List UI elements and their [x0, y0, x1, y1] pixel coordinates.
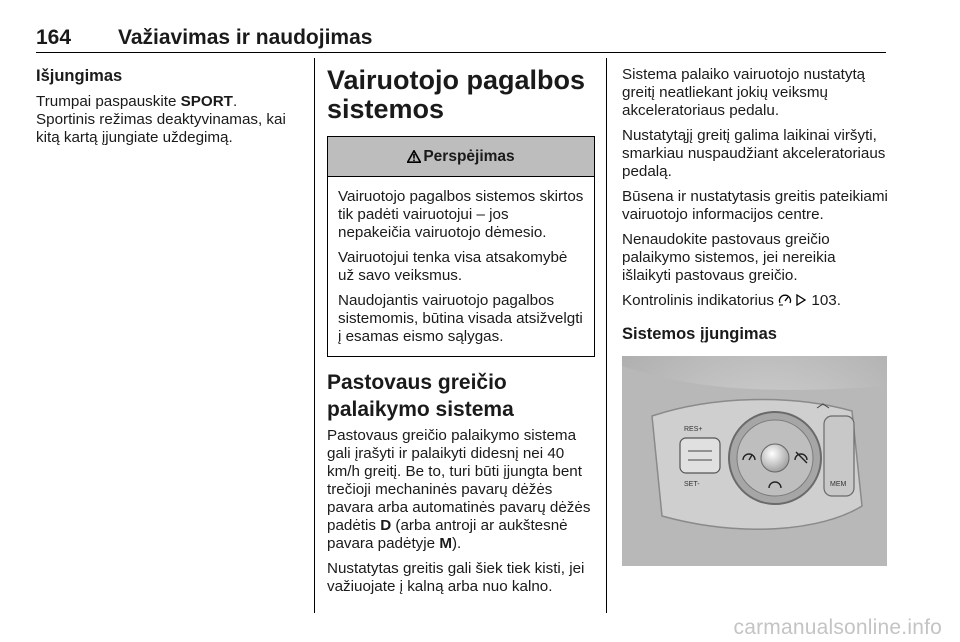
main-heading: Vairuotojo pagalbos sistemos — [327, 65, 586, 124]
text: ). — [451, 535, 462, 552]
paragraph: Nustatytas greitis gali šiek tiek kisti, jei važiuojate į kalną arba nuo kalno. — [327, 560, 585, 595]
column-left — [36, 66, 302, 154]
warning-title: Perspėjimas — [423, 147, 515, 165]
section-heading-cruise: Pastovaus greičio palaikymo sistema — [327, 371, 514, 421]
text: Pastovaus greičio palaikymo sistema gali įrašyti ir palaikyti didesnį nei 40 km/h greitį. Be to, turi būti įjungta bent trečioji mechaninės pavarų dėžės pavara arba automatinės pavarų dėžės padėtis — [327, 427, 591, 534]
warning-paragraph: Vairuotojui tenka visa atsakomybė už savo veiksmus. — [338, 249, 568, 284]
indicator-reference — [622, 292, 888, 310]
text: Trumpai paspauskite — [36, 93, 181, 110]
steering-wheel-controls-image — [622, 356, 887, 566]
warning-triangle-icon — [407, 150, 421, 163]
column-middle — [327, 66, 595, 603]
page-number: 164 — [36, 26, 72, 49]
paragraph: Būsena ir nustatytasis greitis pateikiami vairuotojo informacijos centre. — [622, 188, 888, 223]
paragraph: Nenaudokite pastovaus greičio palaikymo sistemos, jei nereikia išlaikyti pastovaus greičio. — [622, 231, 836, 284]
mem-label: MEM — [830, 481, 847, 488]
column-right — [622, 66, 888, 566]
warning-paragraph: Vairuotojo pagalbos sistemos skirtos tik padėti vairuotojui – jos nepakeičia vairuotojo dėmesio. — [338, 188, 584, 241]
warning-box — [327, 136, 595, 357]
warning-paragraph: Naudojantis vairuotojo pagalbos sistemomis, būtina visada atsižvelgti į esamas eismo sąlygas. — [338, 292, 583, 345]
warning-header — [328, 137, 594, 177]
column-divider — [314, 58, 315, 613]
text: (arba antroji ar aukštesnė pavara padėtyje — [327, 517, 568, 552]
bold-text: M — [439, 535, 452, 552]
paragraph — [36, 93, 302, 147]
bold-text: SPORT — [180, 93, 233, 110]
page-header — [36, 22, 886, 53]
paragraph — [327, 427, 595, 553]
cruise-control-icon — [778, 293, 792, 306]
text: . — [232, 93, 238, 110]
warning-body — [328, 177, 594, 356]
chapter-title: Važiavimas ir naudojimas — [118, 26, 373, 49]
reference-arrow-icon — [795, 294, 807, 306]
column-divider — [606, 58, 607, 613]
page-reference: 103. — [807, 292, 841, 309]
res-label: RES+ — [684, 426, 703, 433]
section-heading-isjungimas: Išjungimas — [36, 67, 123, 85]
paragraph: Nustatytąjį greitį galima laikinai viršyti, smarkiau nuspaudžiant akceleratoriaus pedalą. — [622, 127, 886, 180]
text: Kontrolinis indikatorius — [622, 292, 779, 309]
bold-text: D — [380, 517, 392, 534]
watermark: carmanualsonline.info — [733, 616, 942, 639]
text: Sportinis režimas deaktyvinamas, kai kitą kartą įjungiate uždegimą. — [36, 111, 286, 146]
section-heading-activation: Sistemos įjungimas — [622, 325, 777, 343]
paragraph: Sistema palaiko vairuotojo nustatytą greitį neatliekant jokių veiksmų akceleratoriaus pedalu. — [622, 66, 866, 119]
set-label: SET- — [684, 481, 700, 488]
